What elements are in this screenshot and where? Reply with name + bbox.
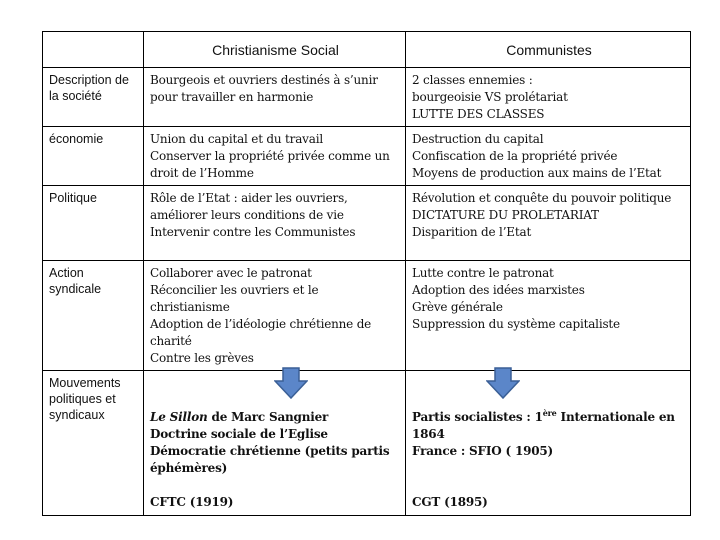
cell-line-partis bbox=[412, 409, 686, 443]
down-arrow-icon bbox=[274, 367, 308, 399]
cell-line: Conserver la propriété privée comme un droit de l’Homme bbox=[150, 149, 394, 180]
cell-line: Moyens de production aux mains de l’Etat bbox=[412, 166, 662, 180]
cell-line-sillon bbox=[150, 409, 401, 426]
partis-b: Internationale en 1864 bbox=[412, 410, 679, 441]
row-label-economie: économie bbox=[43, 127, 144, 186]
cell-line: Lutte contre le patronat bbox=[412, 266, 554, 280]
cell-line: LUTTE DES CLASSES bbox=[412, 107, 545, 121]
partis-a: Partis socialistes : 1 bbox=[412, 410, 543, 424]
cell-line: Collaborer avec le patronat bbox=[150, 266, 312, 280]
cell-line: Contre les grèves bbox=[150, 351, 254, 365]
cell-communistes-description bbox=[406, 68, 691, 127]
row-label-mouvements: Mouvements politiques et syndicaux bbox=[43, 371, 144, 516]
cell-line: Union du capital et du travail bbox=[150, 132, 323, 146]
cell-line: bourgeoisie VS prolétariat bbox=[412, 90, 568, 104]
sillon-italic: Le Sillon bbox=[150, 410, 208, 424]
cell-line: Réconcilier les ouvriers et le christianisme bbox=[150, 283, 323, 314]
cell-line: DICTATURE DU PROLETARIAT bbox=[412, 208, 599, 222]
row-politique bbox=[43, 186, 691, 261]
cell-line: Grève générale bbox=[412, 300, 503, 314]
cell-line: Suppression du système capitaliste bbox=[412, 317, 620, 331]
row-label-politique: Politique bbox=[43, 186, 144, 261]
cell-line: Doctrine sociale de l’Eglise bbox=[150, 427, 328, 441]
union-cgt: CGT (1895) bbox=[412, 495, 488, 509]
cell-social-economie bbox=[144, 127, 406, 186]
cell-line: Bourgeois et ouvriers destinés à s’unir pour travailler en harmonie bbox=[150, 73, 382, 104]
header-communistes: Communistes bbox=[406, 32, 691, 68]
row-mouvements bbox=[43, 371, 691, 516]
cell-line: Adoption des idées marxistes bbox=[412, 283, 585, 297]
row-label-description: Description de la société bbox=[43, 68, 144, 127]
header-row bbox=[43, 32, 691, 68]
cell-social-description bbox=[144, 68, 406, 127]
cell-line: 2 classes ennemies : bbox=[412, 73, 533, 87]
cell-social-action bbox=[144, 261, 406, 371]
cell-line: Destruction du capital bbox=[412, 132, 544, 146]
cell-line: Intervenir contre les Communistes bbox=[150, 225, 356, 239]
down-arrow-icon bbox=[486, 367, 520, 399]
cell-line: France : SFIO ( 1905) bbox=[412, 444, 554, 458]
row-label-action-syndicale: Action syndicale bbox=[43, 261, 144, 371]
cell-communistes-action bbox=[406, 261, 691, 371]
cell-line: Confiscation de la propriété privée bbox=[412, 149, 618, 163]
cell-communistes-mouvements bbox=[406, 371, 691, 516]
sillon-rest: de Marc Sangnier bbox=[207, 410, 329, 424]
row-economie bbox=[43, 127, 691, 186]
comparison-table bbox=[42, 31, 691, 516]
partis-sup: ère bbox=[542, 408, 557, 418]
cell-communistes-politique bbox=[406, 186, 691, 261]
cell-line: Disparition de l’Etat bbox=[412, 225, 532, 239]
cell-line: Révolution et conquête du pouvoir politique bbox=[412, 191, 672, 205]
cell-social-mouvements bbox=[144, 371, 406, 516]
union-cftc: CFTC (1919) bbox=[150, 495, 234, 509]
cell-line: Démocratie chrétienne (petits partis éphémères) bbox=[150, 444, 394, 475]
cell-line: Rôle de l’Etat : aider les ouvriers, améliorer leurs conditions de vie bbox=[150, 191, 352, 222]
row-action-syndicale bbox=[43, 261, 691, 371]
cell-social-politique bbox=[144, 186, 406, 261]
header-christianisme-social: Christianisme Social bbox=[144, 32, 406, 68]
cell-line: Adoption de l’idéologie chrétienne de charité bbox=[150, 317, 375, 348]
cell-communistes-economie bbox=[406, 127, 691, 186]
row-description bbox=[43, 68, 691, 127]
corner-cell bbox=[43, 32, 144, 68]
